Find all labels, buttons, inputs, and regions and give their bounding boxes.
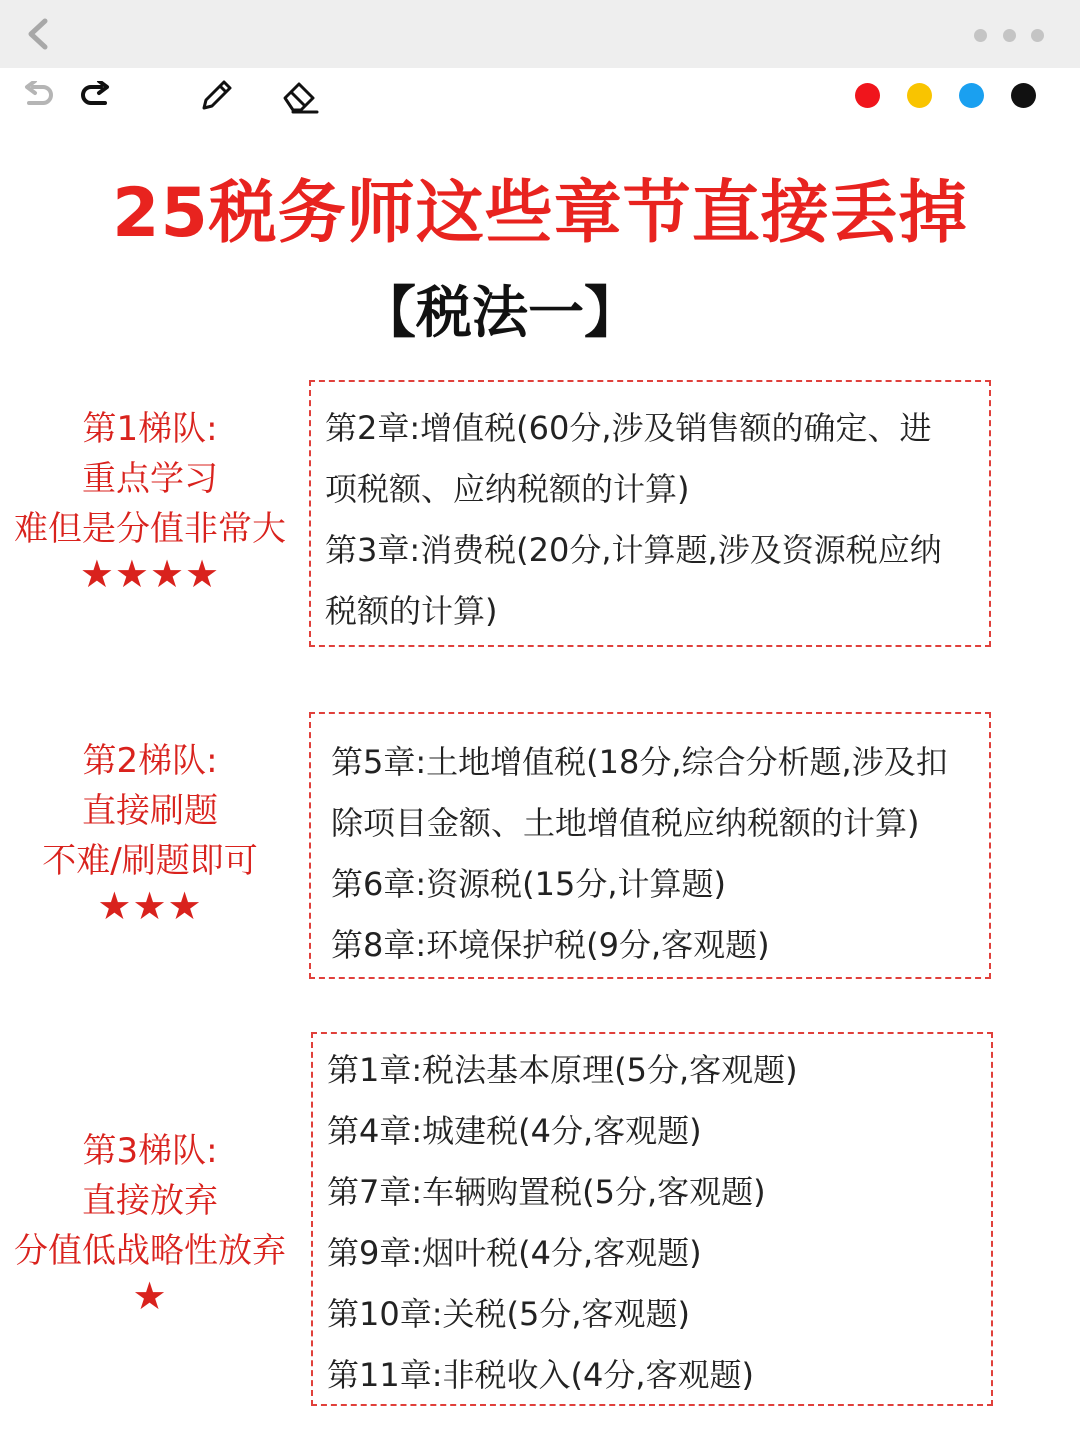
page-subtitle: 【税法一】 xyxy=(360,281,640,346)
chapter-line: 第6章:资源税(15分,计算题) xyxy=(331,865,727,903)
chapter-line: 第7章:车辆购置税(5分,客观题) xyxy=(327,1173,766,1211)
more-dot-icon xyxy=(974,29,987,42)
tier-description: 不难/刷题即可 xyxy=(42,841,258,881)
chevron-left-icon xyxy=(23,17,53,51)
chapter-line: 除项目金额、土地增值税应纳税额的计算) xyxy=(331,804,920,842)
undo-icon xyxy=(21,81,55,111)
chapter-line: 第4章:城建税(4分,客观题) xyxy=(327,1112,702,1150)
tier-stars: ★★★★ xyxy=(79,552,221,596)
more-dot-icon xyxy=(1031,29,1044,42)
undo-button[interactable] xyxy=(16,74,60,118)
tier-name: 第3梯队: xyxy=(82,1131,218,1171)
redo-icon xyxy=(79,81,113,111)
tier-strategy: 直接刷题 xyxy=(82,791,218,831)
back-button[interactable] xyxy=(18,14,58,54)
chapter-line: 第9章:烟叶税(4分,客观题) xyxy=(327,1234,702,1272)
chapter-line: 第8章:环境保护税(9分,客观题) xyxy=(331,926,770,964)
chapter-line: 第5章:土地增值税(18分,综合分析题,涉及扣 xyxy=(331,743,948,781)
page-title: 25税务师这些章节直接丢掉 xyxy=(112,174,968,253)
more-dot-icon xyxy=(1003,29,1016,42)
chapter-line: 第2章:增值税(60分,涉及销售额的确定、进 xyxy=(325,409,932,447)
tier-stars: ★★★ xyxy=(97,884,203,928)
drawing-toolbar xyxy=(0,68,1080,130)
chapter-line: 第11章:非税收入(4分,客观题) xyxy=(327,1356,755,1394)
eraser-button[interactable] xyxy=(278,74,322,118)
chapter-line: 税额的计算) xyxy=(325,592,498,630)
tier-description: 分值低战略性放弃 xyxy=(14,1231,286,1271)
redo-button[interactable] xyxy=(74,74,118,118)
tier-1-chapter-box xyxy=(309,380,991,647)
top-bar xyxy=(0,0,1080,68)
tier-3-chapter-box xyxy=(311,1032,993,1406)
pencil-icon xyxy=(196,76,236,116)
tier-2-label xyxy=(0,736,300,926)
tier-1-label xyxy=(0,404,300,594)
eraser-icon xyxy=(279,76,321,116)
pencil-button[interactable] xyxy=(194,74,238,118)
color-swatch-black[interactable] xyxy=(1011,83,1036,108)
tier-description: 难但是分值非常大 xyxy=(14,509,286,549)
chapter-line: 第3章:消费税(20分,计算题,涉及资源税应纳 xyxy=(325,531,942,569)
tier-2-chapter-box xyxy=(309,712,991,979)
tier-strategy: 重点学习 xyxy=(82,459,218,499)
color-swatch-red[interactable] xyxy=(855,83,880,108)
tier-stars: ★ xyxy=(132,1274,168,1318)
tier-name: 第1梯队: xyxy=(82,409,218,449)
more-options-button[interactable] xyxy=(974,24,1044,46)
color-swatch-blue[interactable] xyxy=(959,83,984,108)
chapter-line: 第1章:税法基本原理(5分,客观题) xyxy=(327,1051,798,1089)
chapter-line: 第10章:关税(5分,客观题) xyxy=(327,1295,691,1333)
tier-name: 第2梯队: xyxy=(82,741,218,781)
tier-3-label xyxy=(0,1126,300,1316)
chapter-line: 项税额、应纳税额的计算) xyxy=(325,470,690,508)
tier-strategy: 直接放弃 xyxy=(82,1181,218,1221)
color-swatch-yellow[interactable] xyxy=(907,83,932,108)
